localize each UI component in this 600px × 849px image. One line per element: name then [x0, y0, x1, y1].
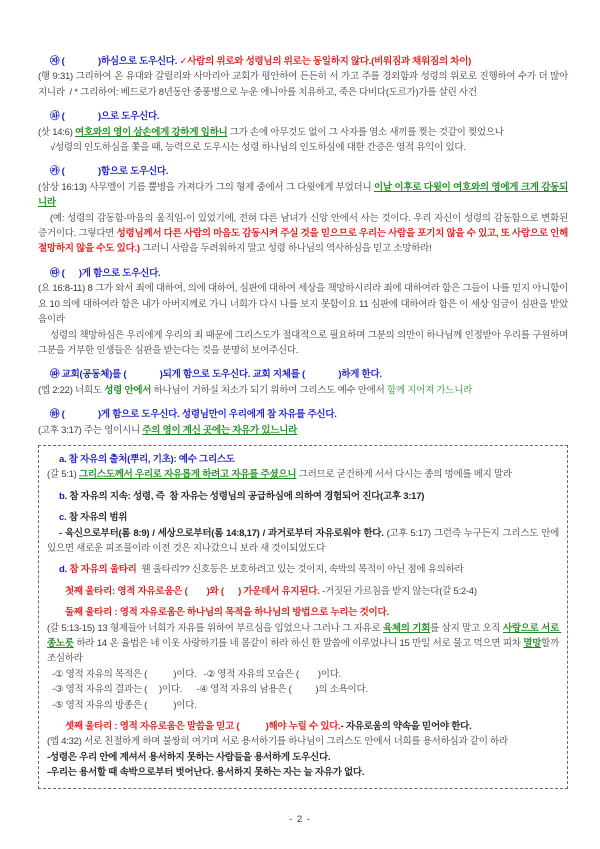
text-segment: 성령님께서 다른 사람의 마음도 감동시켜 주실 것을 믿으므로 우리는 사람을 포기치 않을 수 있고, 또 사람으로 인해 절망하지 않을 수도 있다.)	[38, 228, 571, 255]
text-segment: 함께 지어져 가느니라	[387, 384, 473, 396]
text-segment: 참 자유의 울타리	[66, 564, 137, 576]
freedom-blank-5	[47, 698, 559, 713]
text-segment: 그리스도께서 우리로 자유롭게 하려고 자유를 주셨으니	[79, 469, 297, 481]
heading-power	[38, 109, 568, 124]
text-segment: 할까 조심하라	[47, 638, 562, 665]
fence-third	[47, 719, 559, 734]
text-segment: 주의 영이 계신 곳에는 자유가 있느니라	[142, 424, 298, 436]
text-segment: -우리는 용서할 때 속박으로부터 벗어난다. 용서하지 못하는 자는 늘 자유가 없다.	[47, 767, 365, 779]
note-forgive-2	[47, 765, 559, 780]
text-segment: (행 9:31) 그리하여 온 유대와 갈릴리와 사마리아 교회가 평안하여 든든히 서 가고 주를 경외함과 성령의 위로로 진행하여 수가 더 많아지니라 / * 그리하여: 베드로가 8년동안 중풍병으로 누운 애니아를 치유하고, 죽은 다비다(도르가)가를 살린 사건	[38, 71, 568, 98]
text-segment: ㉺ 교회(공동체)를 ( )되게 함으로 도우신다. 교회 지체를 ( )하게 한다.	[50, 369, 382, 381]
text-segment: (예: 성령의 감동함-마음의 움직임-이 있었기에, 전혀 다른 남녀가 신앙 안에서 사는 것이다. 우리 자신이 성령의 감동함으로 변화된 증거이다. 그렇다면	[38, 212, 571, 240]
text-segment: -⑤ 영적 자유의 방종은 ( )이다.	[52, 699, 197, 711]
fence-first	[47, 584, 559, 599]
text-segment: 이날 이후로 다윗이 여호와의 영에게 크게 감동되니라	[38, 181, 568, 209]
text-segment: b.	[59, 490, 67, 502]
verse-eph-2-22	[38, 383, 568, 398]
true-freedom-box	[38, 445, 568, 789]
note-moving-example	[38, 211, 571, 257]
verse-1samuel-16-13	[38, 180, 568, 211]
text-segment: (삿 14:6)	[38, 126, 76, 138]
text-segment: (엡 4:32) 서로 친절하게 하며 불쌍히 여기며 서로 용서하기를 하나님이 그리스도 안에서 너희를 용서하심과 같이 하라	[47, 736, 508, 748]
heading-freedom	[38, 407, 568, 422]
text-segment: - 육신으로부터(롬 8:9) / 세상으로부터(롬 14:8,17) / 과거로부터 자유로워야 한다.	[59, 527, 387, 539]
heading-comfort	[38, 54, 568, 69]
verse-eph-4-32	[47, 734, 559, 749]
text-segment: 그러므로 굳건하게 서서 다시는 종의 멍에를 메지 말라	[296, 469, 512, 481]
verse-acts-9-31	[38, 69, 568, 100]
text-segment: - 자유로움의 약속을 믿어야 한다.	[340, 721, 472, 733]
text-segment: 여호와의 영이 삼손에게 강하게 임하니	[75, 126, 228, 138]
text-segment: -③ 영적 자유의 결과는 ( )이다. -④ 영적 자유의 남용은 ( )의 소욕이다.	[52, 684, 368, 696]
text-segment: -성령은 우리 안에 계셔서 용서하지 못하는 사람들을 용서하게 도우신다.	[47, 751, 331, 763]
note-rebuke	[38, 328, 571, 359]
text-segment: 하라 14 온 율법은 네 이웃 사랑하기를 네 몸같이 하라 하신 한 말씀에 이루었나니 15 만일 서로 물고 먹으면 피차	[73, 638, 524, 649]
text-segment: 를 삼지 말고 오직	[430, 622, 503, 634]
text-segment: 그러니 사람을 두려워하지 말고 성령 하나님의 역사하심을 믿고 소망하라!	[139, 243, 432, 255]
text-segment: (고후 3:17) 주는 영이시니	[38, 424, 143, 436]
text-segment: 참 자유의 지속: 성령, 즉 참 자유는 성령님의 공급하심에 의하여 경험되어 진다(고후 3:17)	[66, 490, 425, 502]
text-segment: 멸망	[523, 638, 542, 649]
text-segment: (갈 5:13-15) 13 형제들아 너희가 자유를 위하여 부르심을 입었으나 그러나 그 자유로	[47, 622, 383, 634]
page-number: - 2 -	[289, 813, 311, 825]
verse-judges-14-6	[38, 125, 568, 140]
note-forgive-1	[47, 750, 559, 765]
text-segment: 둘째 울타리 : 영적 자유로움은 하나님의 목적을 하나님의 방법으로 누리는 것이다.	[65, 607, 389, 619]
text-segment: (고후 5:17) 그런즉 누구든지 그리스도 안에 있으면 새로운 피조물이라 이전 것은 지나갔으니 보라 새 것이되었도다	[47, 527, 562, 554]
text-segment: ㉸ ( )함으로 도우신다.	[50, 166, 169, 178]
item-a-source	[47, 452, 559, 467]
item-d-fence	[47, 562, 559, 577]
text-segment: (요 16:8-11) 8 그가 와서 죄에 대하여, 의에 대하여, 심판에 대하여 세상을 책망하시리라 죄에 대하여라 함은 그들이 나를 믿지 아니함이요 10 의에 대하여라 함은 내가 아버지께로 가니 너희가 다시 나를 보지 못함이요 11 심판에 대하여라 함은 이 세상 임금이 심판을 받았음이라	[38, 283, 568, 326]
text-segment: 웬 울타리?? 신호등은 보호하려고 있는 것이지, 속박의 목적이 아닌 점에 유의하라	[136, 564, 464, 576]
text-segment: -① 영적 자유의 목적은 ( )이다. -② 영적 자유의 모습은 ( )이다.	[52, 668, 342, 680]
text-segment: a. 참 자유의 출처(뿌리, 기초): 예수 그리스도	[59, 453, 235, 465]
text-segment: ㉶ ( )하심으로 도우신다.	[50, 56, 180, 67]
text-segment: ㉷ ( )으로 도우신다.	[50, 111, 160, 123]
verse-2cor-3-17	[38, 423, 568, 438]
fence-second	[47, 605, 559, 620]
item-b-continuity	[47, 489, 559, 504]
text-segment: 성령 안에서	[104, 384, 152, 396]
text-segment: 육체의 기회	[382, 622, 431, 634]
text-segment: ㉻ ( )게 함으로 도우신다. 성령님만이 우리에게 참 자유를 주신다.	[50, 409, 337, 421]
text-segment: -거짓된 가르침을 받지 않는다(갈 5:2-4)	[319, 585, 477, 597]
freedom-blanks-3-4	[47, 682, 559, 697]
main-text-block	[38, 54, 571, 438]
verse-john-16-8-11	[38, 281, 568, 327]
text-segment: 성령의 책망하심은 우리에게 우리의 죄 때문에 그리스도가 절대적으로 필요하며 그분의 의만이 하나님께 인정받아 우리를 구원하며 그분을 거부한 인생들은 심판을 받는다는 것을 분명히 보여주신다.	[38, 329, 571, 356]
text-segment: (삼상 16:13) 사무엘이 기름 뿔병을 가져다가 그의 형제 중에서 그 다윗에게 부었더니	[38, 181, 374, 193]
text-segment: c.	[59, 512, 67, 524]
text-segment: d.	[59, 564, 67, 576]
heading-moving	[38, 164, 568, 179]
item-c-scope	[47, 510, 559, 525]
scope-detail	[47, 526, 562, 557]
heading-rebuke	[38, 266, 568, 281]
text-segment: ✓사람의 위로와 성령님의 위로는 동일하지 않다.(비워짐과 채워짐의 차이)	[179, 56, 472, 67]
text-segment: 첫째 울타리: 영적 자유로움은 ( )와 ( ) 가운데서 유지된다.	[65, 585, 320, 597]
text-segment: 셋째 울타리 : 영적 자유로움은 말씀을 믿고 ( )해야 누릴 수 있다.	[65, 721, 341, 733]
text-segment: 그가 손에 아무것도 없이 그 사자를 염소 새끼를 찢는 것같이 찢었으나	[227, 126, 504, 138]
text-segment: (갈 5:1)	[47, 469, 79, 481]
text-segment: 참 자유의 범위	[66, 512, 128, 524]
text-segment: ㉹ ( )게 함으로 도우신다.	[50, 267, 161, 279]
verse-gal-5-1	[47, 467, 559, 482]
verse-gal-5-13-15	[47, 621, 562, 667]
text-segment: (엡 2:22) 너희도	[38, 384, 105, 396]
text-segment: √성령의 인도하심을 쫓을 때, 능력으로 도우시는 성령 하나님의 인도하심에 대한 간증은 영적 유익이 있다.	[50, 142, 466, 154]
text-segment: 사랑으로 서로 종노릇	[47, 622, 562, 649]
heading-church	[38, 367, 568, 382]
text-segment: 하나님이 거하실 처소가 되기 위하여 그리스도 예수 안에서	[151, 384, 387, 396]
freedom-blanks-1-2	[47, 667, 559, 682]
note-guidance	[38, 140, 568, 155]
